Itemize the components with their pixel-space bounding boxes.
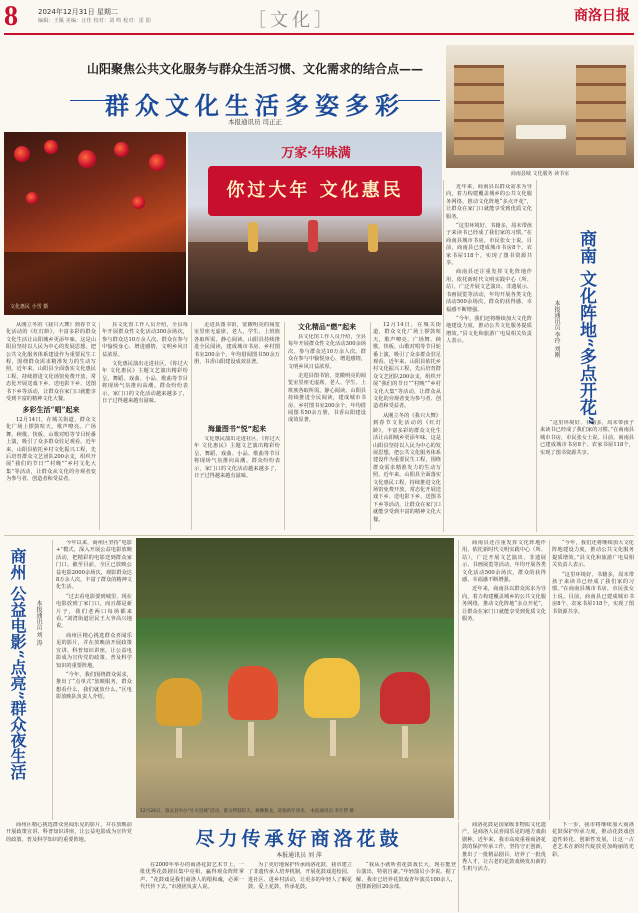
paragraph: “今年，我们还将继续加大文化阵地建设力度，推动公共文化服务提质增效。”县文化和旅游广电局相关负责人表示。 xyxy=(552,540,634,569)
performer xyxy=(308,220,318,252)
bookshelf xyxy=(576,65,626,155)
paragraph: 商南县还注重发挥文化阵地作用，依托新时代文明实践中心（所、站），广泛开展文艺演出、非遗展示、书画展览等活动，年均开展各类文化活动500余场次，群众的获得感、幸福感不断增强。 xyxy=(462,540,546,584)
lantern-icon xyxy=(78,150,96,168)
issue-date: 2024年12月31日 星期二 xyxy=(38,8,118,16)
lion-dance-photo xyxy=(136,538,454,818)
lantern-icon xyxy=(149,154,166,171)
page-number: 8 xyxy=(4,1,18,32)
main-article-col3b xyxy=(194,436,280,532)
shangnan-article-title: 商南 文化阵地“多点开花” xyxy=(576,230,596,426)
bottom-article-col1 xyxy=(140,862,244,912)
section-title: ［文化］ xyxy=(248,10,336,31)
header-rule xyxy=(4,33,634,35)
lantern-icon xyxy=(14,146,30,162)
main-article-col5 xyxy=(373,322,441,532)
paragraph: 商南县还注重发挥文化阵地作用，依托新时代文明实践中心（所、站），广泛开展文艺演出、非遗展示、书画展览等活动，年均开展各类文化活动500余场次，群众的获得感、幸福感不断增强。 xyxy=(446,269,532,313)
article-headline: 群众文化生活多姿多彩 xyxy=(105,91,405,120)
lantern-icon xyxy=(132,196,145,209)
lantern-icon xyxy=(44,140,58,154)
paragraph: “这里环境好、书籍多，周末带孩子来读书已经成了我们家的习惯。”在商南县城市书房，市民张女士说。目前，商南县已建成城市书房8个、农家书屋118个，实现了图书资源共享。 xyxy=(446,223,532,267)
shangzhou-article-title: 商州 公益电影“点亮”群众夜生活 xyxy=(8,548,27,780)
reading-table xyxy=(516,125,566,139)
paragraph: 在2000年举办的商洛花鼓艺术节上，一批优秀花鼓剧目集中亮相，赢得观众阵阵掌声。“花鼓戏是我们商洛人的根和魂，必须一代代传下去。”市剧团负责人说。 xyxy=(140,862,244,891)
photo1-caption: 文化惠民 小雪 摄 xyxy=(10,304,49,310)
shangnan-article-col4 xyxy=(552,540,634,818)
section-divider xyxy=(4,535,634,536)
paragraph: 今年以来，商州区坚持“电影+”模式，深入开展公益电影放映活动，把精彩的电影送到群众家门口。截至目前，全区已放映公益电影2000余场次，观影群众达8万余人次，丰富了群众的精神文化生活。 xyxy=(56,540,132,591)
stage-performance-photo xyxy=(188,132,442,315)
paragraph: 文化惠民演出走进社区，《你过大年 文化惠民》主题文艺演出精彩纷呈，舞蹈、戏曲、小品、歌曲等节目将现场气氛推向高潮。群众纷纷表示，家门口的文化活动越来越多了，日子过得越来越有滋味。 xyxy=(194,436,280,480)
lantern-icon xyxy=(114,142,129,157)
paragraph: 商州区精心挑选群众喜闻乐见的影片，并在放映前开展政策宣讲、科普知识讲座，让公益电影成为宣传党的政策、普及科学知识的重要阵地。 xyxy=(56,632,132,669)
column-rule xyxy=(52,540,53,820)
lion-costume xyxy=(304,658,360,718)
bottom-article-col2 xyxy=(248,862,352,912)
shangnan-byline: 本报通讯员 李玲 刘刚 xyxy=(553,300,560,358)
paragraph: “过去看电影要到城里，现在电影放到了家门口，而且都是新片子，我们老两口每场都来看。”刘湾街道居民王大爷高兴地说。 xyxy=(56,593,132,630)
shangzhou-article-col2 xyxy=(6,822,132,910)
main-article-col2 xyxy=(102,322,188,532)
article-byline: 本报通讯员 司正正 xyxy=(227,118,283,126)
paragraph: “这里环境好、书籍多，周末带孩子来读书已经成了我们家的习惯。”在商南县城市书房，市民张女士说。目前，商南县已建成城市书房8个、农家书屋118个，实现了图书资源共享。 xyxy=(540,420,634,456)
bottom-article-col4 xyxy=(462,822,546,912)
performer-leg xyxy=(248,722,254,756)
shangzhou-byline: 本报通讯员 刘 涛 xyxy=(35,600,42,646)
lantern-street-photo xyxy=(4,132,186,315)
paragraph: 走进县图书馆，宽敞明亮的阅览室里座无虚席，老人、学生、上班族各取所需，静心阅读。山阳县持续推进全民阅读，建成城市书房、乡村图书室200余个，年均借阅图书50余万册，书香山阳建设成效显著。 xyxy=(194,322,280,366)
performer xyxy=(248,222,258,252)
bottom-article-col5 xyxy=(552,822,634,912)
paragraph: 走进县图书馆，宽敞明亮的阅览室里座无虚席，老人、学生、上班族各取所需，静心阅读。山阳县持续推进全民阅读，建成城市书房、乡村图书室200余个，年均借阅图书50余万册，书香山阳建设成效显著。 xyxy=(288,373,366,424)
main-article-col4 xyxy=(288,334,366,532)
bottom-article-col3 xyxy=(356,862,456,912)
banner-top-text: 万家·年味满 xyxy=(281,146,351,161)
red-flags xyxy=(136,538,454,618)
subhead-1: 多彩生活“唱”起来 xyxy=(22,405,80,415)
subhead-2: 文化精品“燃”起来 xyxy=(297,323,357,331)
column-rule xyxy=(458,822,459,912)
article-kicker: 山阳聚焦公共文化服务与群众生活习惯、文化需求的结合点—— xyxy=(86,62,423,76)
performer-leg xyxy=(176,728,182,758)
performer-leg xyxy=(330,720,336,756)
paragraph: 商州区精心挑选群众喜闻乐见的影片，并在放映前开展政策宣讲、科普知识讲座，让公益电影成为宣传党的政策、普及科学知识的重要阵地。 xyxy=(6,822,132,843)
paragraph: 从刚立冬的《我只大舞》到春节文化活动的《红灯龄》，丰富多彩的群众文化生活让山阳城乡更添年味。这是山阳县坚持以人民为中心的发展思想，把公共文化服务体系建设作为重要民生工程，围绕群众需求精准发力的生动写照。近年来，山阳县全面落实文化惠民工程，持续推进文化场馆免费开放，常态化开展送戏下乡、送电影下乡、送图书下乡等活动，让群众在家门口就能享受到丰富的精神文化大餐。 xyxy=(6,322,96,403)
paragraph: “我从小就听着花鼓戏长大，现在能登台演出，特别自豪。”年轻演员小李说。据了解，我市已培养花鼓戏青年演员100余人，创排新剧目20余部。 xyxy=(356,862,456,891)
lantern-icon xyxy=(26,192,38,204)
paragraph: 近年来，商南县以群众需求为导向，着力构建覆盖城乡的公共文化服务网络，推动文化阵地“多点开花”，让群众在家门口就能享受到优质文化服务。 xyxy=(462,586,546,623)
stage-banner xyxy=(208,166,422,216)
editors-credit: 编辑：王佩 美编：汪佳 校对：刘 鸣 校对：雷 阳 xyxy=(38,18,151,24)
column-rule xyxy=(536,180,537,532)
photo3-caption: 商南县城 文化服务 读书室 xyxy=(510,171,570,177)
photo4-caption: 12月26日，镇安县举办“社火进城”活动，群众锣鼓喧天、舞狮舞龙，迎接新年到来。 本报通讯员 李仕帮 摄 xyxy=(140,809,354,814)
paragraph: 近年来，商南县以群众需求为导向，着力构建覆盖城乡的公共文化服务网络，推动文化阵地“多点开花”，让群众在家门口就能享受到优质文化服务。 xyxy=(446,184,532,220)
column-rule xyxy=(284,322,285,530)
performer-leg xyxy=(402,726,408,758)
stage-banner-text: 你过大年 文化惠民 xyxy=(226,180,404,201)
lion-costume xyxy=(380,672,430,724)
paragraph: 从刚立冬的《我只大舞》到春节文化活动的《红灯龄》，丰富多彩的群众文化生活让山阳城乡更添年味。这是山阳县坚持以人民为中心的发展思想，把公共文化服务体系建设作为重要民生工程，围绕群众需求精准发力的生动写照。近年来，山阳县全面落实文化惠民工程，持续推进文化场馆免费开放，常态化开展送戏下乡、送电影下乡、送图书下乡等活动，让群众在家门口就能享受到丰富的精神文化大餐。 xyxy=(373,412,441,523)
subhead-3: 海量图书“悦”起来 xyxy=(207,425,267,433)
lion-costume xyxy=(228,666,278,720)
main-article-col1 xyxy=(6,322,96,532)
paragraph: “今年，我们还将继续加大文化阵地建设力度，推动公共文化服务提质增效。”县文化和旅游广电局相关负责人表示。 xyxy=(446,315,532,345)
newspaper-logo: 商洛日报 xyxy=(574,8,630,24)
paragraph: 下一步，我市将继续加大商洛花鼓保护传承力度，推动花鼓戏创造性转化、创新性发展，让这一古老艺术在新时代绽放更加绚丽的光彩。 xyxy=(552,822,634,858)
column-rule xyxy=(458,540,459,820)
audience xyxy=(188,242,442,315)
shangnan-article-col1 xyxy=(446,184,532,532)
column-rule xyxy=(370,322,371,530)
paragraph: 12月14日，在城关街道，群众文化广场上锣鼓喧天，歌声嘹亮。广场舞、秧歌、快板、山歌对唱等节目轮番上演，吸引了众多群众驻足观看。近年来，山阳县依托乡村文化振兴工程，先后培育群众文艺团队200余支，组织开展“我们的节日”“村晚”“乡村文化大集”等活动，让群众从文化的旁观者变为参与者、创造者和受益者。 xyxy=(373,322,441,410)
library-reading-room-photo xyxy=(446,45,634,168)
paragraph: “今年，我们围绕群众需求，推出了“点单式”放映服务，群众想看什么，我们就放什么。”区电影放映队负责人介绍。 xyxy=(56,671,132,701)
bottom-article-byline: 本报通讯员 刘 萍 xyxy=(276,852,322,859)
performer xyxy=(368,224,378,252)
lion-costume xyxy=(156,678,202,726)
column-rule xyxy=(191,322,192,530)
bookshelf xyxy=(454,65,504,155)
column-rule xyxy=(443,180,444,532)
paragraph: 文化惠民演出走进社区，《你过大年 文化惠民》主题文艺演出精彩纷呈，舞蹈、戏曲、小品、歌曲等节目将现场气氛推向高潮。群众纷纷表示，家门口的文化活动越来越多了，日子过得越来越有滋味。 xyxy=(102,361,188,405)
paragraph: 为了更好地保护传承商洛花鼓，我市建立了非遗传承人培养机制，开展花鼓戏进校园、进社区、进乡村活动，让更多的年轻人了解花鼓、爱上花鼓、传承花鼓。 xyxy=(248,862,352,891)
column-rule xyxy=(99,322,100,530)
shangnan-article-col2 xyxy=(540,420,634,532)
column-rule xyxy=(549,540,550,820)
paragraph: 县文化馆工作人员介绍，全县每年开展群众性文化活动300余场次，参与群众达10万余人次。群众在参与中愉悦身心、增进感情，文明乡风日益浓厚。 xyxy=(288,334,366,370)
main-article-col3 xyxy=(194,322,280,420)
shangnan-article-col3 xyxy=(462,540,546,818)
paragraph: 商洛花鼓是国家级非物质文化遗产，是商洛人民喜闻乐见的地方戏曲剧种。近年来，我市高度重视商洛花鼓的保护传承工作，坚持守正创新，推出了一批精品剧目，培养了一批优秀人才，让古老的花鼓戏焕发出新的生机与活力。 xyxy=(462,822,546,873)
paragraph: 县文化馆工作人员介绍，全县每年开展群众性文化活动300余场次，参与群众达10万余人次。群众在参与中愉悦身心、增进感情，文明乡风日益浓厚。 xyxy=(102,322,188,358)
paragraph: “这里环境好、书籍多，周末带孩子来读书已经成了我们家的习惯。”在商南县城市书房，市民张女士说。目前，商南县已建成城市书房8个、农家书屋118个，实现了图书资源共享。 xyxy=(552,571,634,615)
shangzhou-article-col1 xyxy=(56,540,132,820)
paragraph: 12月14日，在城关街道，群众文化广场上锣鼓喧天，歌声嘹亮。广场舞、秧歌、快板、山歌对唱等节目轮番上演，吸引了众多群众驻足观看。近年来，山阳县依托乡村文化振兴工程，先后培育群众文艺团队200余支，组织开展“我们的节日”“村晚”“乡村文化大集”等活动，让群众从文化的旁观者变为参与者、创造者和受益者。 xyxy=(6,416,96,483)
bottom-article-headline: 尽力传承好商洛花鼓 xyxy=(195,828,403,850)
